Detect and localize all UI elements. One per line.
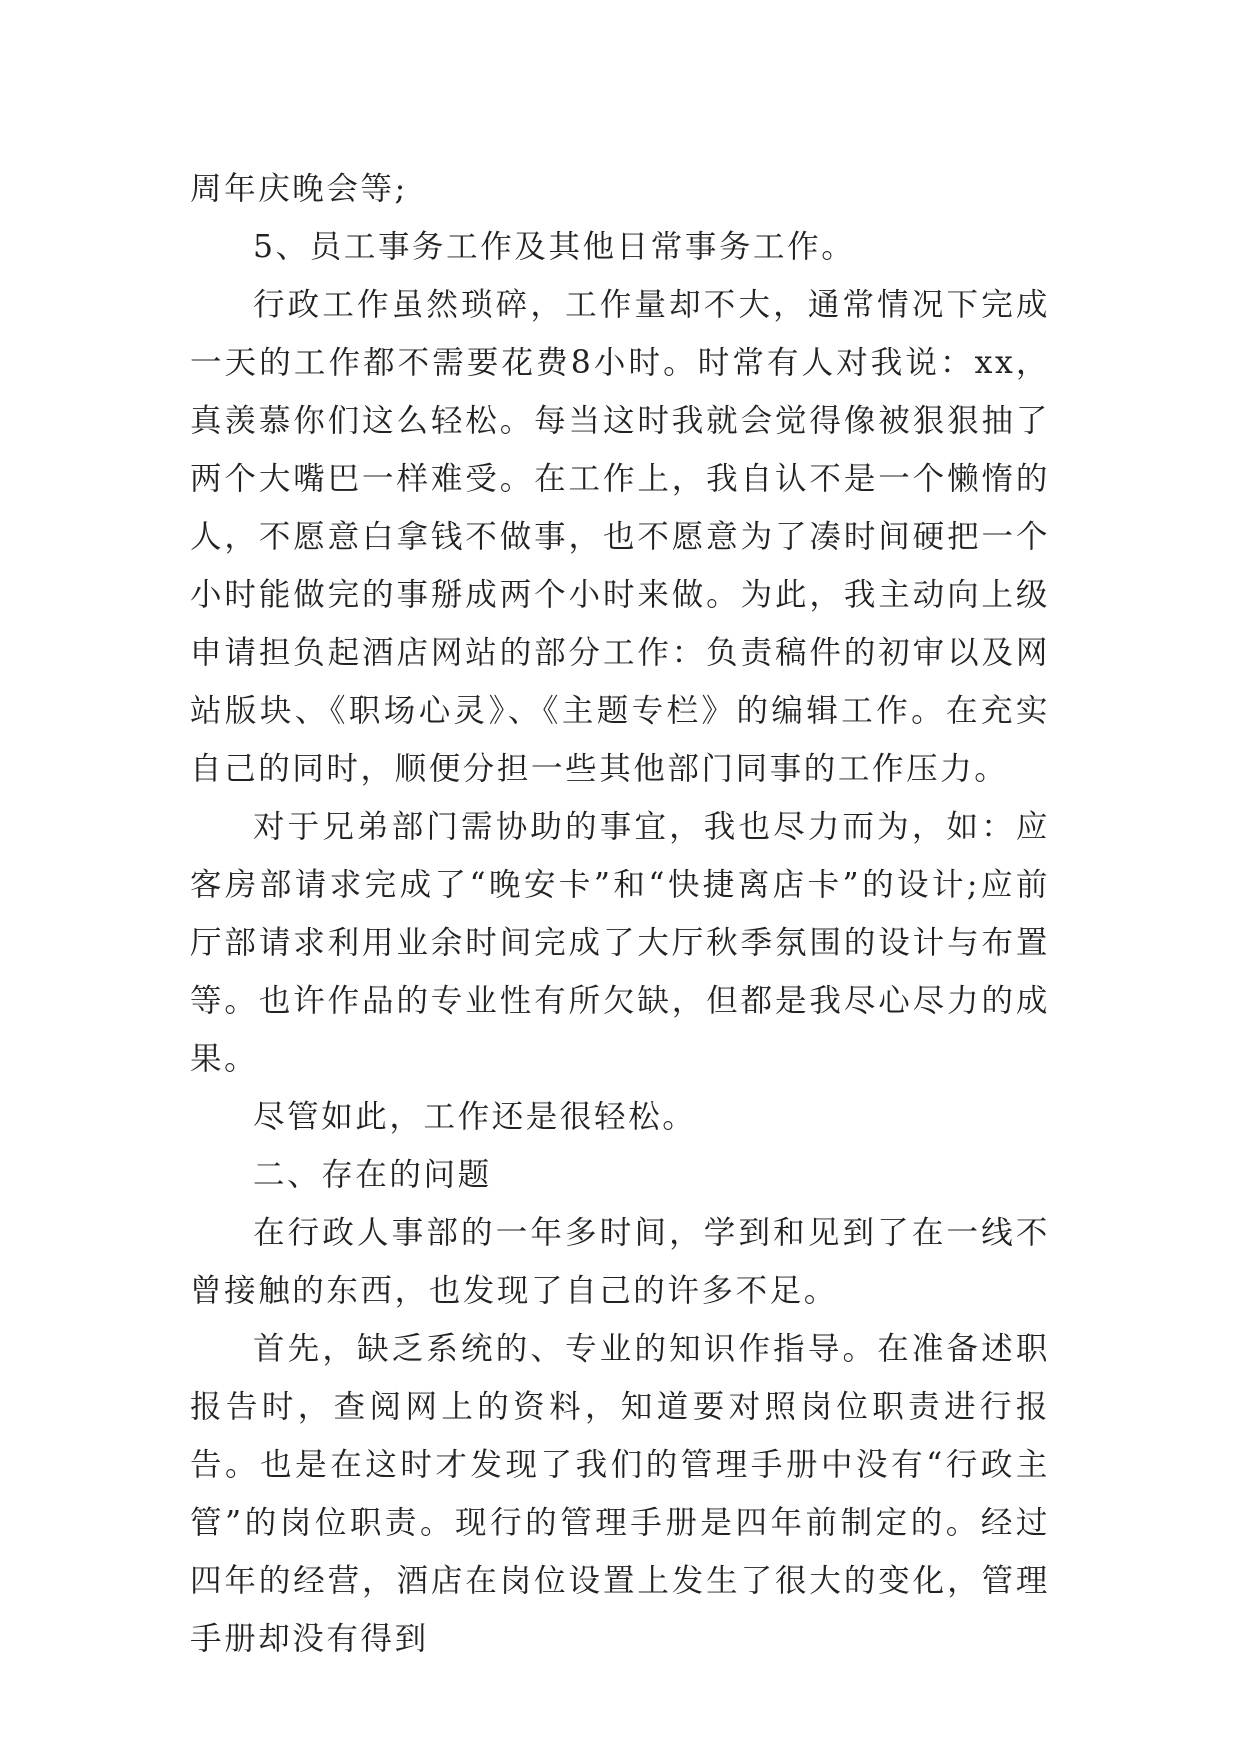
paragraph-5: 尽管如此，工作还是很轻松。 xyxy=(253,1099,697,1135)
paragraph-8: 首先，缺乏系统的、专业的知识作指导。在准备述职报告时，查阅网上的资料，知道要对照岗位职责进行报告。也是在这时才发现了我们的管理手册中没有“行政主管”的岗位职责。现行的管理手册是四年前制定的。经过四年的经营，酒店在岗位设置上发生了很大的变化，管理手册却没有得到 xyxy=(190,1331,1050,1657)
document-body xyxy=(190,160,1050,1668)
paragraph-4: 对于兄弟部门需协助的事宜，我也尽力而为，如：应客房部请求完成了“晚安卡”和“快捷离店卡”的设计;应前厅部请求利用业余时间完成了大厅秋季氛围的设计与布置等。也许作品的专业性有所欠缺，但都是我尽心尽力的成果。 xyxy=(190,809,1050,1077)
paragraph-7: 在行政人事部的一年多时间，学到和见到了在一线不曾接触的东西，也发现了自己的许多不足。 xyxy=(190,1215,1050,1309)
paragraph-3: 行政工作虽然琐碎，工作量却不大，通常情况下完成一天的工作都不需要花费8小时。时常有人对我说：xx，真羡慕你们这么轻松。每当这时我就会觉得像被狠狠抽了两个大嘴巴一样难受。在工作上，我自认不是一个懒惰的人，不愿意白拿钱不做事，也不愿意为了凑时间硬把一个小时能做完的事掰成两个小时来做。为此，我主动向上级申请担负起酒店网站的部分工作：负责稿件的初审以及网站版块、《职场心灵》、《主题专栏》的编辑工作。在充实自己的同时，顺便分担一些其他部门同事的工作压力。 xyxy=(190,287,1050,787)
paragraph-2: 5、员工事务工作及其他日常事务工作。 xyxy=(253,229,856,265)
section-heading-problems: 二、存在的问题 xyxy=(253,1157,492,1193)
paragraph-1: 周年庆晚会等; xyxy=(190,171,408,207)
